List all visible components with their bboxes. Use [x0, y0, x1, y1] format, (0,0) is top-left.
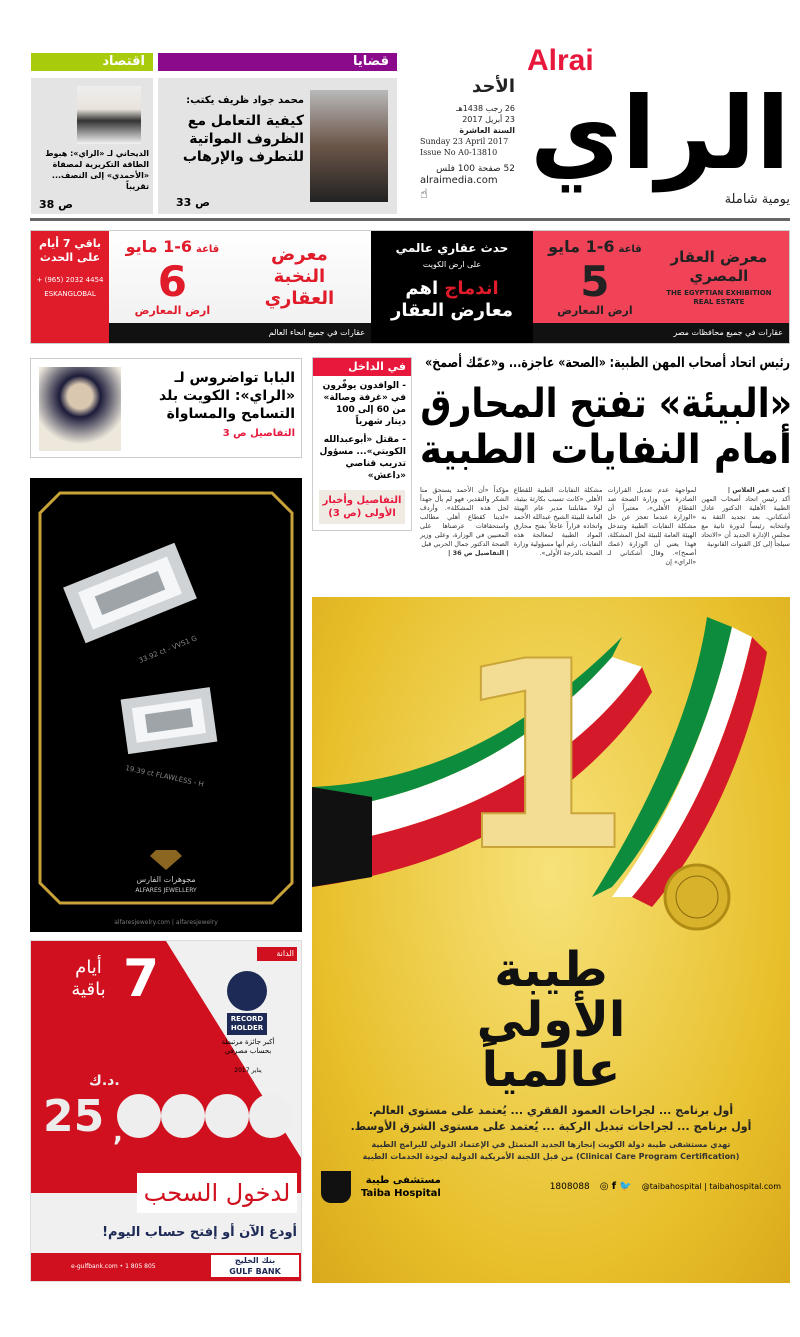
gulf-days-num: 7: [123, 949, 160, 1009]
main-body: [420, 486, 790, 567]
facebook-icon[interactable]: f: [611, 1181, 617, 1192]
taiba-headline-3: عالمياً: [481, 1042, 621, 1098]
social-icons: [600, 1181, 632, 1193]
headline-line-1: «البيئة» تفتح المحارق: [420, 381, 792, 427]
teaser-issues[interactable]: [158, 78, 397, 214]
body-column-2: لمواجهة عدم تعديل القرارات الصادرة من وزارة الصحة ضد القطاع الأهلي»، معتبراً أن «الوزارة عندما تعجز عن حل مشكلة النفايات الطبية وتتدخل الهيئة العامة للبيئة لحل المشكلة، فهذا يعني أن الوزارة (عمك أصمخ)». وقال أشكناني لـ «الراي» إن: [607, 486, 697, 566]
diamond-2-icon: [121, 687, 218, 754]
jewellery-ad-art: [30, 478, 302, 932]
headline-line-2: أمام النفايات الطبية: [419, 427, 792, 473]
banner-mid-red: اندماج: [444, 278, 499, 299]
taiba-phone[interactable]: 1808088: [549, 1182, 590, 1192]
twitter-icon[interactable]: 🐦: [619, 1181, 632, 1192]
main-kicker: رئيس اتحاد أصحاب المهن الطبية: «الصحة» عاجزة... و«عمّك أصمخ»: [425, 355, 790, 371]
banner-eg-title: معرض العقار المصري: [670, 247, 768, 285]
byline: | كتب عمر العلاس |: [727, 486, 790, 494]
masthead-rule: [30, 218, 790, 221]
banner-elite-title: معرض النخبة العقاري: [264, 244, 335, 309]
guinness-2: HOLDER: [230, 1024, 264, 1032]
banner-egyptian: [533, 231, 789, 343]
gulf-brand: [211, 1255, 299, 1277]
banner-elite-hall: قاعة: [196, 243, 220, 255]
taiba-note-2: (Clinical Care Program Certification) من قبل اللجنة الأمريكية الدولية لجودة الخدمات الطبية: [362, 1152, 740, 1161]
teaser-economy[interactable]: [31, 78, 153, 214]
website-link[interactable]: alraimedia.com: [420, 175, 498, 186]
banner-eg-dates: 6-1 مايو: [548, 236, 615, 256]
body-text: مؤكداً «أن الأحمد يستحق منا الشكر والتقدير، فهو لم يأل جهداً لحل هذه المشكلة». وأردف «لدينا كقطاع أهلي مطالب واستحقاقات عرضناها على المعنيين في الوزارة، وعلى وزير الصحة الدكتور جمال الحربي قبل: [420, 486, 509, 548]
banner-eg-num: 5: [580, 256, 610, 306]
banner-eg-foot: عقارات في جميع محافظات مصر: [533, 323, 789, 343]
date-en: Sunday 23 April 2017: [420, 137, 509, 146]
instagram-icon[interactable]: ◎: [599, 1181, 609, 1192]
tagline: يومية شاملة: [724, 192, 790, 207]
teaser-byline: محمد جواد ظريف يكتب:: [186, 95, 304, 106]
teaser-photo: [310, 90, 388, 202]
big-number-one: 1: [451, 607, 633, 909]
banner-eg-venue: ارض المعارض: [557, 303, 633, 317]
teaser-title: كيفية التعامل مع الظروف المواتية للتطرف والإرهاب: [182, 113, 304, 165]
inside-more-link[interactable]: التفاصيل وأخبار الأولى (ص 3): [319, 490, 405, 524]
greg-date: 23 أبريل 2017: [462, 115, 515, 124]
date-block: [420, 76, 515, 202]
taiba-footer: [321, 1171, 781, 1203]
gulf-cta: أودع الآن أو إفتح حساب اليوم!: [102, 1225, 297, 1240]
banner-merge: [371, 231, 533, 343]
main-headline[interactable]: [420, 381, 792, 473]
taiba-headline: [476, 942, 626, 1098]
teaser-page: ص 33: [176, 196, 210, 209]
body-text: أكد رئيس اتحاد أصحاب المهن الطبية الأهلية الدكتور عادل أشكناني، بعد تجديد الثقة به وانتخابه رئيساً لدورة ثانية مع مجلس الإدارة الجديد أن «الاتحاد سيلجأ إلى كل القنوات القانونية: [701, 495, 790, 548]
brand-diamond-icon: [150, 850, 182, 870]
banner-elite-num: 6: [157, 256, 188, 306]
taiba-line-2: أول برنامج ... لجراحات تبديل الركبة ... يُعتمد على مستوى الشرق الأوسط.: [350, 1120, 752, 1133]
brand-en: ALFARES JEWELLERY: [135, 887, 197, 894]
logo-en: Alrai: [527, 44, 594, 77]
pages-price: 52 صفحة 100 فلس: [436, 164, 515, 174]
pearl-icon: [161, 1094, 205, 1138]
teaser-page: ص 38: [39, 198, 73, 211]
banner-eg-hall: قاعة: [618, 243, 642, 255]
taiba-headline-1: طيبة: [494, 942, 608, 998]
pearl-icon: [117, 1094, 161, 1138]
guinness-date: يناير 2017: [234, 1067, 262, 1074]
pope-story[interactable]: [30, 358, 302, 458]
gulf-contact[interactable]: e-gulfbank.com • 1 805 805: [71, 1263, 156, 1270]
banner-elite-dates: 6-1 مايو: [125, 236, 193, 256]
taiba-brand-ar: مستشفى طيبة: [365, 1175, 441, 1186]
gulf-bank-ad[interactable]: [30, 940, 302, 1282]
guinness-badge-icon: [227, 971, 267, 1011]
banner-ad[interactable]: [30, 230, 790, 344]
stone-1-label: 33.92 ct - VVS1 G: [137, 634, 199, 665]
taiba-headline-2: الأولى: [476, 992, 626, 1048]
body-column-3: مشكلة النفايات الطبية للقطاع الأهلي «كانت تسبب بكارثة بيئية، لولا مقابلتنا مدير عام الهيئة العامة للبيئة الشيخ عبدالله الأحمد واتخاذه قراراً عاجلاً بفتح محارق المواد الطبية لمعالجة هذه النفايات، رغم أنها مسؤولية وزارة الصحة بالدرجة الأولى».: [513, 486, 603, 557]
pope-title: البابا تواضروس لـ «الراي»: الكويت بلد التسامح والمساواة: [159, 370, 295, 422]
guinness-note: أكبر جائزة مرتبطة بحساب مصرفي: [221, 1038, 275, 1055]
issue: Issue No A0-13810: [420, 148, 498, 157]
pointer-hand-icon: ☝: [420, 187, 428, 202]
jci-seal-icon: [665, 865, 729, 929]
taiba-brand-en: Taiba Hospital: [361, 1188, 441, 1199]
teaser-photo: [77, 86, 141, 144]
banner-phone: + (965) 2032 4454: [36, 276, 104, 284]
inside-header: في الداخل: [313, 358, 411, 376]
pearl-icon: [205, 1094, 249, 1138]
guinness-label: [227, 1013, 267, 1035]
logo-ar: الراي: [530, 75, 790, 192]
stone-2-label: 19.39 ct FLAWLESS - H: [124, 764, 205, 789]
taiba-lines: [321, 1103, 781, 1135]
pearl-icon: [249, 1094, 293, 1138]
pope-details: التفاصيل ص 3: [222, 428, 295, 439]
gulf-amount-prefix: 25: [43, 1091, 105, 1142]
taiba-social[interactable]: @taibahospital | taibahospital.com: [641, 1182, 781, 1191]
inside-item[interactable]: - الوافدون يوفّرون في «غرفة وصالة» من 60 إلى 100 دينار شهرياً: [322, 381, 406, 427]
continued-link[interactable]: | التفاصيل ص 36 |: [447, 549, 509, 557]
banner-days-left: [31, 231, 109, 343]
inside-box: [312, 357, 412, 531]
banner-mid-top: حدث عقاري عالمي: [395, 241, 509, 255]
gulf-days-text-2: باقية: [71, 979, 106, 1000]
day: الأحد: [472, 76, 515, 97]
pope-photo: [39, 367, 121, 451]
gulf-draw: لدخول السحب: [137, 1173, 297, 1213]
hijri-date: 26 رجب 1438هـ: [456, 104, 515, 113]
gulf-days-text-1: أيام: [75, 957, 102, 978]
banner-days-text: باقي 7 أيام على الحدث: [38, 237, 101, 264]
gulf-brand-ar: بنك الخليج: [234, 1256, 276, 1265]
banner-mid-title: اهم معارض العقار: [390, 278, 514, 321]
gulf-currency: د.ك.: [89, 1073, 120, 1089]
banner-mid-sub: على ارض الكويت: [422, 260, 482, 269]
guinness-1: RECORD: [230, 1015, 264, 1023]
taiba-line-1: أول برنامج ... لجراحات العمود الفقري ... يُعتمد على مستوى العالم.: [368, 1104, 734, 1117]
taiba-text-block: [312, 942, 790, 1203]
banner-elite-venue: ارض المعارض: [134, 303, 211, 317]
section-bar-economy[interactable]: اقتصاد: [31, 53, 153, 71]
diamond-1-icon: [63, 543, 197, 644]
taiba-logo-icon: [321, 1171, 351, 1203]
jewellery-ad[interactable]: [30, 478, 302, 932]
taiba-note-1: تهدي مستشفى طيبة دولة الكويت إنجازها الجديد المتمثل في الإعتماد الدولي للبرامج الطبية: [371, 1140, 731, 1149]
banner-elite: [109, 231, 371, 343]
teaser-title: الديحاني لـ «الراي»: هبوط الطاقة التكريرية لمصفاة «الأحمدي» إلى النصف... تقريباً: [45, 149, 149, 191]
gulf-amount-sep: ,: [113, 1118, 123, 1148]
brand-ar: مجوهرات الفارس: [136, 875, 196, 884]
banner-social: ESKANGLOBAL: [44, 290, 96, 298]
taiba-ad-art: [312, 597, 790, 943]
year-label: السنة العاشرة: [459, 126, 515, 135]
taiba-hospital-ad[interactable]: [312, 597, 790, 1283]
taiba-notes: [321, 1139, 781, 1163]
inside-item[interactable]: - مقتل «أبوعبدالله الكويتي»... مسؤول تدريب قناصي «داعش»: [319, 435, 406, 481]
body-column-1: [701, 486, 790, 567]
banner-eg-en: THE EGYPTIAN EXHIBITION REAL ESTATE: [666, 288, 772, 306]
banner-elite-foot: عقارات في جميع انحاء العالم: [109, 323, 371, 343]
body-column-4: [420, 486, 509, 567]
gulf-tag: الدانة: [257, 947, 297, 961]
section-bar-issues[interactable]: قضايا: [158, 53, 397, 71]
gulf-brand-en: GULF BANK: [229, 1267, 281, 1276]
gulf-days-text: [61, 957, 116, 1001]
jewel-footer: alfaresjewelry.com | alfaresjewelry: [114, 919, 218, 926]
